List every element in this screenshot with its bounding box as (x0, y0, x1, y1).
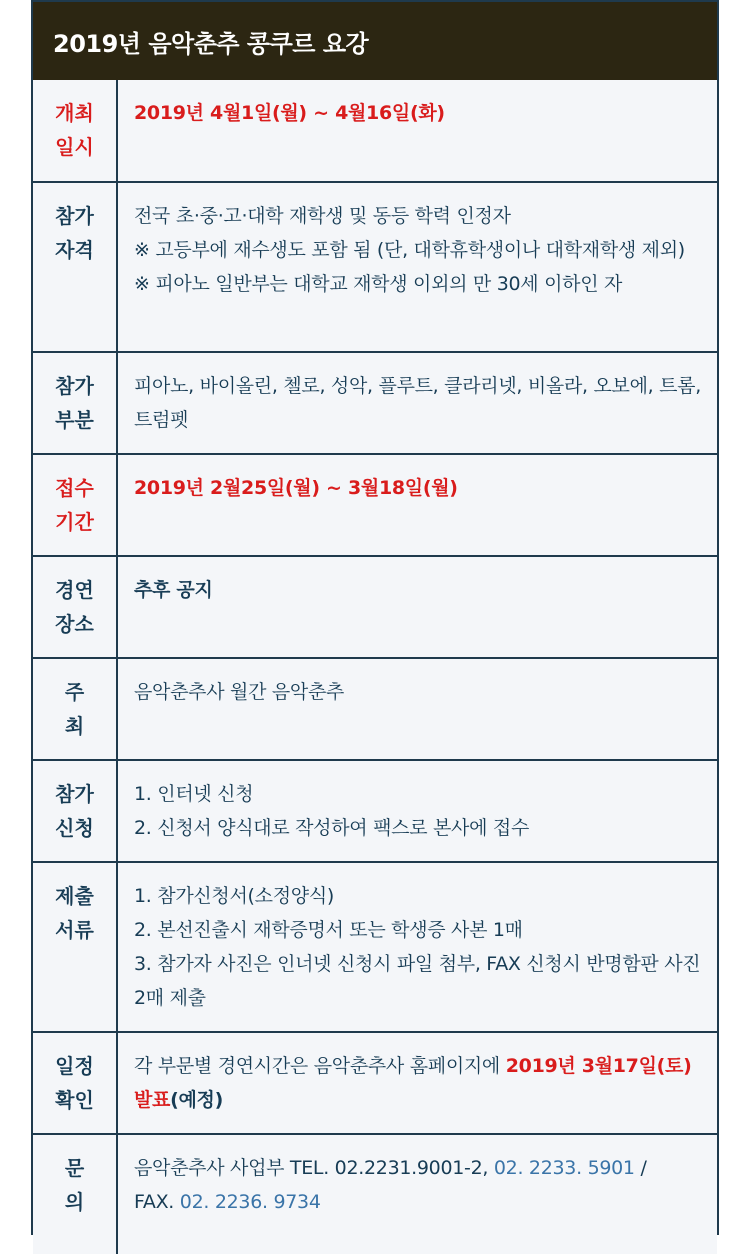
schedule-highlight: 2019년 3월17일(토) 발표 (134, 1055, 692, 1111)
table-row-venue (33, 556, 717, 658)
event-dates: 2019년 4월1일(월) ~ 4월16일(화) (134, 102, 445, 124)
label-line: 확인 (55, 1088, 94, 1112)
schedule-suffix: (예정) (170, 1089, 223, 1111)
row-label (33, 862, 117, 1032)
content-line: 전국 초·중·고·대학 재학생 및 동등 학력 인정자 (134, 205, 511, 227)
table-row-documents (33, 862, 717, 1032)
label-line: 제출 (55, 884, 94, 908)
receipt-dates: 2019년 2월25일(월) ~ 3월18일(월) (134, 477, 458, 499)
table-row-apply (33, 760, 717, 862)
label-line: 일시 (55, 135, 94, 159)
content-line: 2. 본선진출시 재학증명서 또는 학생증 사본 1매 (134, 919, 523, 941)
label-line: 참가 (55, 204, 94, 228)
table-row-division (33, 352, 717, 454)
row-content (117, 80, 717, 182)
label-line: 경연 (55, 578, 94, 602)
content-line: 음악춘추사 월간 음악춘추 (134, 681, 345, 703)
label-line: 문 (64, 1156, 85, 1180)
info-table (33, 80, 717, 1254)
label-line: 신청 (55, 816, 94, 840)
label-line: 의 (64, 1190, 85, 1214)
label-line: 최 (64, 714, 85, 738)
table-row-contact (33, 1134, 717, 1254)
content-line: 1. 인터넷 신청 (134, 783, 254, 805)
label-line: 참가 (55, 782, 94, 806)
row-label (33, 556, 117, 658)
table-row-receipt (33, 454, 717, 556)
row-label (33, 454, 117, 556)
row-label (33, 760, 117, 862)
table-row-date (33, 80, 717, 182)
label-line: 참가 (55, 374, 94, 398)
schedule-prefix: 각 부문별 경연시간은 음악춘추사 홈페이지에 (134, 1055, 506, 1077)
label-line: 기간 (55, 510, 94, 534)
venue-text: 추후 공지 (134, 579, 213, 601)
row-label (33, 182, 117, 352)
table-row-host (33, 658, 717, 760)
content-line: ※ 피아노 일반부는 대학교 재학생 이외의 만 30세 이하인 자 (134, 273, 623, 295)
label-line: 서류 (55, 918, 94, 942)
row-content (117, 454, 717, 556)
row-content (117, 1032, 717, 1134)
table-row-schedule (33, 1032, 717, 1134)
label-line: 주 (64, 680, 85, 704)
fax-link[interactable]: 02. 2236. 9734 (179, 1191, 321, 1213)
contact-prefix: 음악춘추사 사업부 TEL. 02.2231.9001-2, (134, 1157, 494, 1179)
page-title: 2019년 음악춘추 콩쿠르 요강 (33, 0, 717, 80)
content-line: 피아노, 바이올린, 첼로, 성악, 플루트, 클라리넷, 비올라, 오보에, 트롬, 트럼펫 (134, 375, 701, 431)
table-row-qualification (33, 182, 717, 352)
label-line: 개최 (55, 101, 94, 125)
row-label (33, 1032, 117, 1134)
row-content (117, 352, 717, 454)
label-line: 자격 (55, 238, 94, 262)
row-label (33, 658, 117, 760)
label-line: 부분 (55, 408, 94, 432)
content-line: 1. 참가신청서(소정양식) (134, 885, 334, 907)
row-content (117, 862, 717, 1032)
row-content (117, 556, 717, 658)
row-content (117, 658, 717, 760)
row-label (33, 80, 117, 182)
label-line: 일정 (55, 1054, 94, 1078)
contest-info-panel (31, 0, 719, 1235)
phone-link[interactable]: 02. 2233. 5901 (493, 1157, 635, 1179)
content-line: 2. 신청서 양식대로 작성하여 팩스로 본사에 접수 (134, 817, 529, 839)
label-line: 접수 (55, 476, 94, 500)
row-content (117, 1134, 717, 1254)
content-line: ※ 고등부에 재수생도 포함 됨 (단, 대학휴학생이나 대학재학생 제외) (134, 239, 685, 261)
row-content (117, 760, 717, 862)
fax-label: FAX. (134, 1191, 180, 1213)
label-line: 장소 (55, 612, 94, 636)
contact-separator: / (634, 1157, 647, 1179)
row-content (117, 182, 717, 352)
row-label (33, 1134, 117, 1254)
content-line: 3. 참가자 사진은 인너넷 신청시 파일 첨부, FAX 신청시 반명함판 사진 2매 제출 (134, 953, 701, 1009)
row-label (33, 352, 117, 454)
